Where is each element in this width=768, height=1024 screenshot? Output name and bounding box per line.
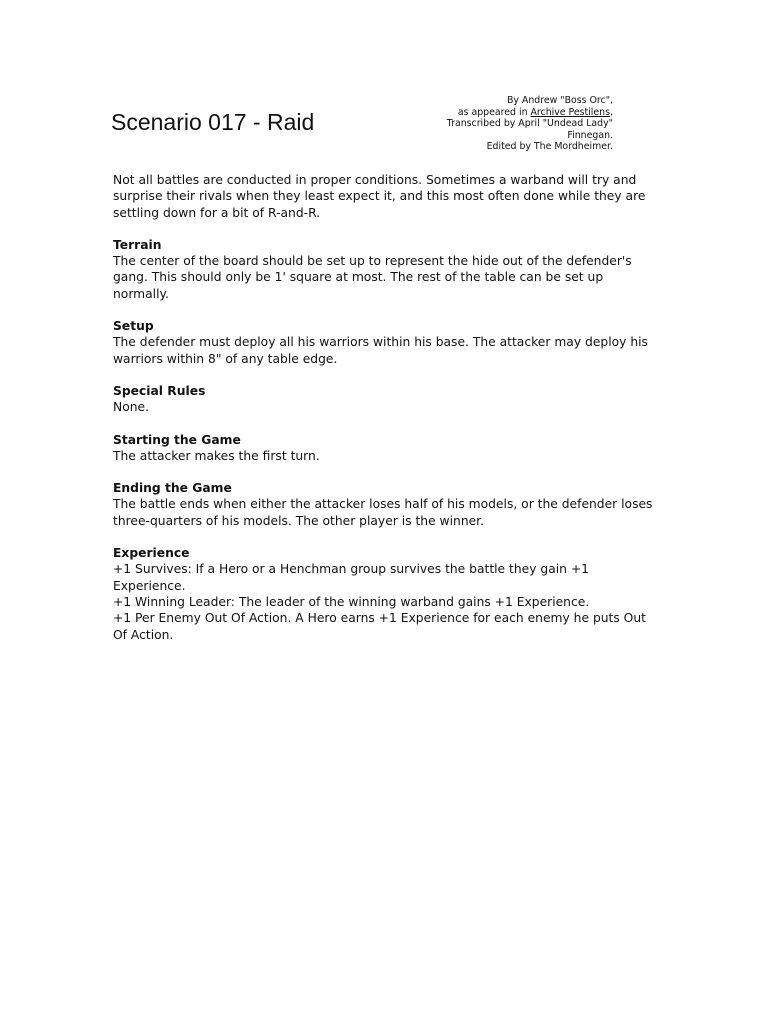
section-heading: Terrain bbox=[113, 237, 162, 252]
section-text: The attacker makes the first turn. bbox=[113, 448, 320, 463]
section-heading: Setup bbox=[113, 319, 154, 334]
section-terrain bbox=[113, 237, 658, 302]
section-setup bbox=[113, 318, 658, 367]
credit-appeared-suffix: , bbox=[610, 106, 613, 118]
page-title: Scenario 017 - Raid bbox=[111, 109, 315, 135]
credit-appeared bbox=[403, 107, 613, 119]
section-heading: Starting the Game bbox=[113, 432, 241, 447]
credit-edited: Edited by The Mordheimer. bbox=[486, 141, 613, 153]
section-text: None. bbox=[113, 400, 149, 415]
section-text: The battle ends when either the attacker loses half of his models, or the defender loses three-quarters of his models. The other player is the winner. bbox=[113, 497, 653, 528]
section-experience bbox=[113, 545, 658, 643]
credit-author: By Andrew "Boss Orc", bbox=[506, 95, 613, 106]
credits-block bbox=[403, 95, 613, 153]
section-starting-the-game bbox=[113, 432, 658, 465]
experience-winning-leader: +1 Winning Leader: The leader of the winning warband gains +1 Experience. bbox=[113, 594, 590, 609]
section-special-rules bbox=[113, 383, 658, 416]
experience-per-enemy: +1 Per Enemy Out Of Action. A Hero earns +1 Experience for each enemy he puts Out Of Action. bbox=[113, 611, 646, 642]
credit-transcribed-1: Transcribed by April "Undead Lady" bbox=[446, 118, 613, 130]
section-text: The center of the board should be set up to represent the hide out of the defender's gang. This should only be 1' square at most. The rest of the table can be set up normally. bbox=[113, 254, 632, 301]
section-heading: Special Rules bbox=[113, 383, 206, 398]
document-body bbox=[113, 172, 658, 643]
section-heading: Experience bbox=[113, 546, 190, 561]
intro-paragraph: Not all battles are conducted in proper conditions. Sometimes a warband will try and surprise their rivals when they least expect it, and this most often done while they are settling down for a bit of R-and-R. bbox=[113, 173, 646, 220]
section-heading: Ending the Game bbox=[113, 481, 232, 496]
section-ending-the-game bbox=[113, 480, 658, 529]
archive-pestilens-link[interactable]: Archive Pestilens bbox=[530, 106, 611, 118]
experience-survives: +1 Survives: If a Hero or a Henchman group survives the battle they gain +1 Experience. bbox=[113, 562, 589, 593]
credit-appeared-prefix: as appeared in bbox=[457, 106, 531, 118]
section-text: The defender must deploy all his warriors within his base. The attacker may deploy his warriors within 8" of any table edge. bbox=[113, 335, 648, 366]
credit-transcribed-2: Finnegan. bbox=[567, 129, 613, 141]
